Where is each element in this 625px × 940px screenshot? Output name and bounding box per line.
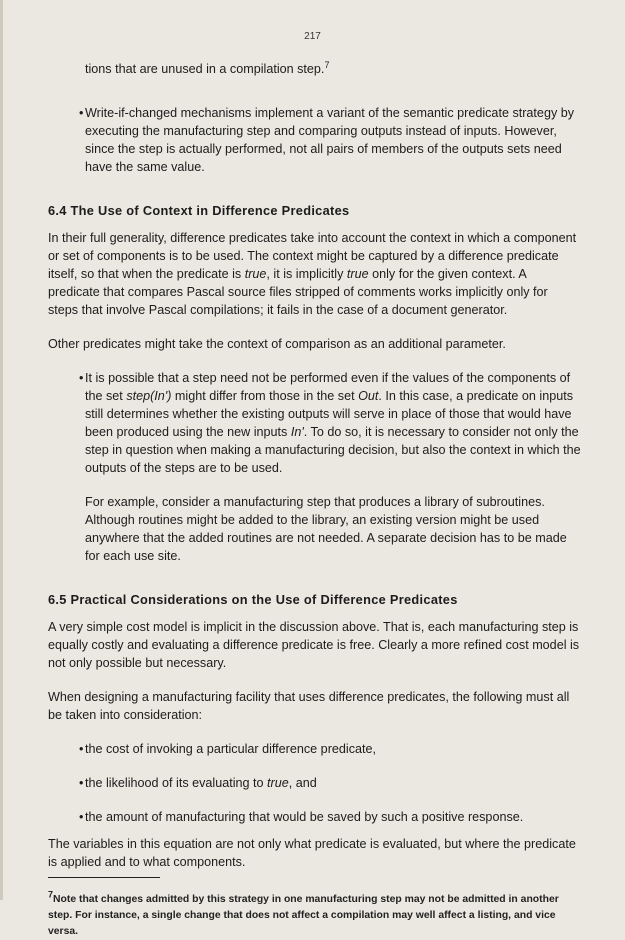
footnote-ref: 7 [324, 59, 330, 70]
list-item-savings: • the amount of manufacturing that would be saved by such a positive response. [79, 810, 524, 824]
intro-line: tions that are unused in a compilation step.$^7$ [85, 59, 330, 76]
list-item-likelihood: • the likelihood of its evaluating to true, and [79, 776, 317, 790]
section-6-4-para1: In their full generality, difference predicates take into account the context in which a component or set of components is to be used. The context might be captured by a difference predicate itself, so that when the predicate is true, it is implicitly true only for the given context. A predicate that compares Pascal source files stripped of comments works implicitly only for steps that involve Pascal compilations; it fails in the case of a document generator. [48, 231, 577, 317]
bullet-dot: • [79, 776, 84, 790]
footnote-marker: 7 [48, 889, 54, 900]
example-paragraph: For example, consider a manufacturing step that produces a library of subroutines. Although routines might be added to the library, an existing version might be used anywhere that the added routines are not needed. A separate decision has to be made for each use site. [85, 495, 567, 563]
bullet-dot: • [79, 742, 84, 756]
footnote: 7Note that changes admitted by this strategy in one manufacturing step may not be admitted in another step. For instance, a single change that does not affect a compilation may well affect a listing, and vice versa. [48, 889, 559, 937]
footnote-rule [48, 877, 160, 878]
section-6-4-para2: Other predicates might take the context of comparison as an additional parameter. [48, 337, 506, 351]
page-number: 217 [304, 31, 321, 42]
page-body [48, 60, 581, 940]
bullet-context-step: • It is possible that a step need not be performed even if the values of the components of the set step(In') might differ from those in the set Out. In this case, a predicate on inputs still determines whether the existing outputs will serve in place of those that would have been produced using the new inputs In'. To do so, it is necessary to consider not only the step in question when making a manufacturing decision, but also the context in which the outputs of the steps are to be used. [79, 371, 581, 475]
section-6-5-para1: A very simple cost model is implicit in the discussion above. That is, each manufacturing step is equally costly and evaluating a difference predicate is free. Clearly a more refined cost model is not only possible but necessary. [48, 620, 580, 670]
section-6-4-heading: 6.4 The Use of Context in Difference Predicates [48, 203, 350, 218]
section-6-5-para3: The variables in this equation are not only what predicate is evaluated, but where the predicate is applied and to what components. [48, 837, 576, 869]
bullet-dot: • [79, 371, 84, 385]
bullet-write-if-changed: • Write-if-changed mechanisms implement a variant of the semantic predicate strategy by executing the manufacturing step and comparing outputs instead of inputs. However, since the step is actually performed, not all pairs of members of the outputs sets need have the same value. [79, 106, 575, 174]
bullet-dot: • [79, 106, 84, 120]
section-6-5-heading: 6.5 Practical Considerations on the Use of Difference Predicates [48, 592, 458, 607]
list-item-cost: • the cost of invoking a particular difference predicate, [79, 742, 376, 756]
bullet-dot: • [79, 810, 84, 824]
page-edge [0, 0, 3, 900]
section-6-5-para2: When designing a manufacturing facility that uses difference predicates, the following must all be taken into consideration: [48, 690, 570, 722]
